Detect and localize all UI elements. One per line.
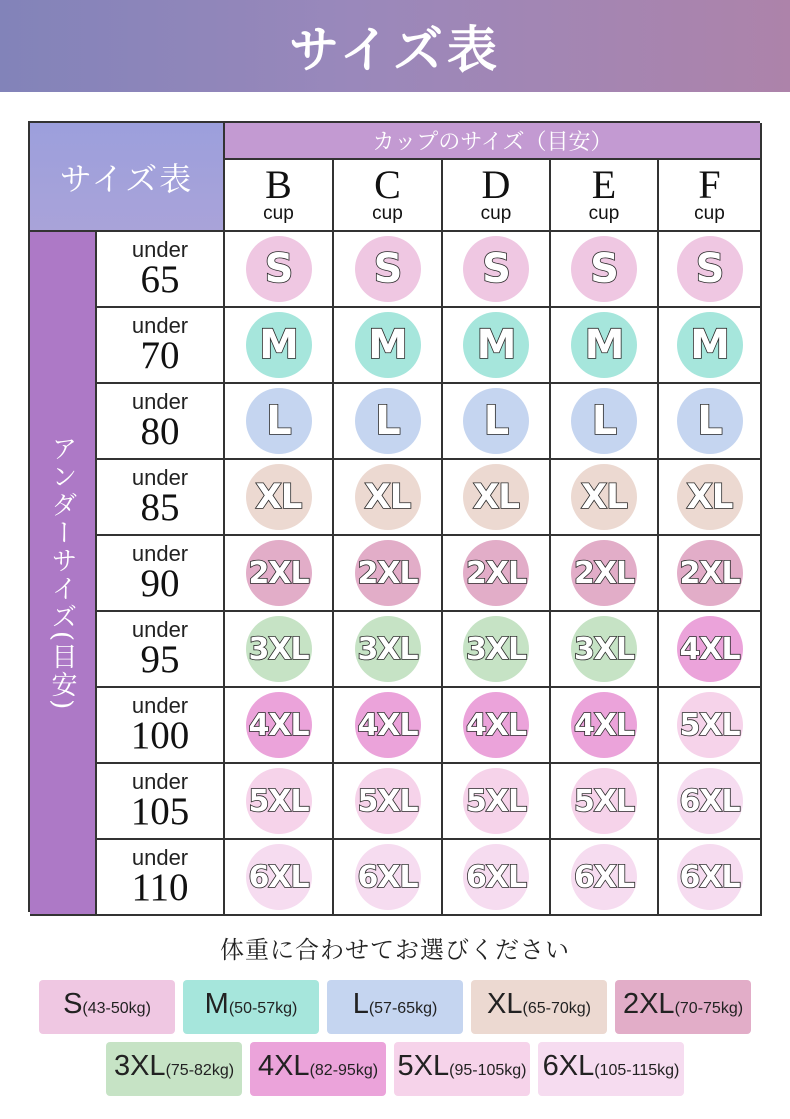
size-cell [659,612,762,688]
under-word: under [131,769,189,794]
under-word: under [131,693,189,718]
size-badge: L [677,388,743,454]
size-badge: 4XL [571,692,637,758]
size-badge: S [677,236,743,302]
size-badge: 2XL [463,540,529,606]
cup-word: cup [588,203,620,224]
size-badge: XL [677,464,743,530]
cup-letter: F [698,162,721,207]
size-badge: 5XL [571,768,637,834]
size-badge: 3XL [355,616,421,682]
size-badge: S [463,236,529,302]
size-table [28,121,760,912]
size-cell [551,612,659,688]
table-corner [30,123,225,232]
under-band-value: 65 [140,258,180,301]
legend-weight: (43-50kg) [82,1000,151,1017]
size-cell [551,232,659,308]
under-band-value: 90 [140,562,180,605]
size-cell [659,460,762,536]
size-badge: L [571,388,637,454]
cup-word: cup [694,203,725,224]
size-badge: M [677,312,743,378]
cup-header-d [443,160,551,232]
size-cell [443,384,551,460]
size-badge: 3XL [463,616,529,682]
size-badge: XL [355,464,421,530]
size-badge: 4XL [677,616,743,682]
size-badge: 6XL [571,844,637,910]
size-badge: L [463,388,529,454]
size-cell [334,764,443,840]
legend-weight: (82-95kg) [309,1062,379,1079]
under-band-value: 95 [140,638,180,681]
legend-weight: (50-57kg) [228,1000,298,1017]
legend-weight: (75-82kg) [165,1062,235,1079]
weight-note: 体重に合わせてお選びください [220,936,570,964]
cup-header-c [334,160,443,232]
size-cell [225,840,334,916]
under-band-95 [97,612,225,688]
size-cell [551,536,659,612]
size-badge: S [246,236,312,302]
size-badge: XL [246,464,312,530]
legend-size: S [63,988,83,1020]
title-banner [0,0,790,92]
under-size-header [30,232,97,916]
legend-chip-2xl [615,980,751,1034]
size-cell [659,688,762,764]
cup-word: cup [372,203,403,224]
under-word: under [131,389,189,414]
size-cell [334,536,443,612]
size-badge: 5XL [677,692,743,758]
size-cell [225,764,334,840]
size-badge: 4XL [463,692,529,758]
size-badge: 3XL [571,616,637,682]
size-badge: M [571,312,637,378]
legend-size: XL [487,988,523,1020]
size-badge: S [355,236,421,302]
under-word: under [131,465,189,490]
under-band-110 [97,840,225,916]
cup-letter: E [591,162,617,207]
under-band-90 [97,536,225,612]
size-cell [443,840,551,916]
weight-legend-row [0,1042,790,1096]
size-cell [225,688,334,764]
under-band-value: 70 [140,334,180,377]
weight-legend-row [0,980,790,1034]
size-cell [334,688,443,764]
under-band-value: 110 [131,866,189,909]
cup-word: cup [263,203,294,224]
size-badge: M [246,312,312,378]
size-badge: 6XL [677,768,743,834]
size-badge: 6XL [463,844,529,910]
size-cell [659,384,762,460]
size-badge: 2XL [246,540,312,606]
size-cell [551,840,659,916]
size-cell [334,460,443,536]
legend-weight: (105-115kg) [594,1062,680,1079]
size-cell [443,536,551,612]
size-cell [443,232,551,308]
legend-size: 3XL [113,1050,166,1082]
under-band-70 [97,308,225,384]
size-cell [225,232,334,308]
size-cell [443,764,551,840]
legend-size: L [352,988,369,1020]
legend-size: 5XL [397,1050,450,1082]
size-cell [443,308,551,384]
cup-header-b [225,160,334,232]
size-badge: XL [463,464,529,530]
legend-size: 6XL [542,1050,595,1082]
under-word: under [131,845,189,870]
under-band-80 [97,384,225,460]
size-cell [334,612,443,688]
size-cell [659,764,762,840]
size-badge: 5XL [355,768,421,834]
legend-chip-l [327,980,463,1034]
legend-size: 4XL [257,1050,310,1082]
size-badge: S [571,236,637,302]
size-cell [334,384,443,460]
size-cell [443,460,551,536]
size-badge: 2XL [571,540,637,606]
size-badge: 2XL [355,540,421,606]
size-badge: 5XL [463,768,529,834]
size-cell [225,612,334,688]
under-band-value: 100 [130,714,190,757]
size-badge: 5XL [246,768,312,834]
legend-chip-4xl [250,1042,386,1096]
size-badge: 3XL [246,616,312,682]
cup-word: cup [480,203,512,224]
under-band-value: 105 [130,790,190,833]
size-cell [225,536,334,612]
legend-size: 2XL [622,988,675,1020]
cup-letter: B [265,162,292,207]
size-badge: 6XL [246,844,312,910]
cup-size-header-label: カップのサイズ（目安） [372,130,613,155]
legend-chip-xl [471,980,607,1034]
under-word: under [131,313,189,338]
size-cell [334,232,443,308]
legend-weight: (95-105kg) [449,1062,527,1079]
size-cell [551,460,659,536]
under-band-85 [97,460,225,536]
size-cell [225,384,334,460]
cup-letter: D [481,162,511,207]
size-cell [659,308,762,384]
page-title: サイズ表 [289,20,501,79]
legend-chip-6xl [538,1042,684,1096]
legend-weight: (70-75kg) [674,1000,744,1017]
under-band-105 [97,764,225,840]
legend-chip-m [183,980,319,1034]
size-badge: 2XL [677,540,743,606]
legend-size: M [204,988,229,1020]
size-cell [334,308,443,384]
size-cell [659,536,762,612]
under-band-65 [97,232,225,308]
size-badge: 4XL [355,692,421,758]
legend-weight: (57-65kg) [368,1000,438,1017]
legend-weight: (65-70kg) [522,1000,591,1017]
size-cell [659,840,762,916]
cup-header-f [659,160,762,232]
size-badge: M [355,312,421,378]
size-badge: 6XL [355,844,421,910]
size-badge: L [246,388,312,454]
size-badge: XL [571,464,637,530]
under-word: under [131,541,189,566]
size-badge: M [463,312,529,378]
under-word: under [131,617,189,642]
size-cell [225,308,334,384]
under-band-100 [97,688,225,764]
size-badge: L [355,388,421,454]
size-cell [551,764,659,840]
size-cell [551,384,659,460]
cup-size-header [225,123,762,160]
cup-letter: C [374,162,401,207]
under-band-value: 85 [140,486,180,529]
size-badge: 4XL [246,692,312,758]
size-cell [551,688,659,764]
legend-chip-s [39,980,175,1034]
under-size-header-label: アンダーサイズ(目安) [47,434,77,712]
table-corner-label: サイズ表 [59,159,194,198]
size-cell [443,688,551,764]
size-cell [443,612,551,688]
size-cell [225,460,334,536]
legend-chip-5xl [394,1042,530,1096]
cup-header-e [551,160,659,232]
size-cell [659,232,762,308]
size-badge: 6XL [677,844,743,910]
size-cell [551,308,659,384]
legend-chip-3xl [106,1042,242,1096]
under-word: under [131,237,189,262]
under-band-value: 80 [140,410,180,453]
size-cell [334,840,443,916]
